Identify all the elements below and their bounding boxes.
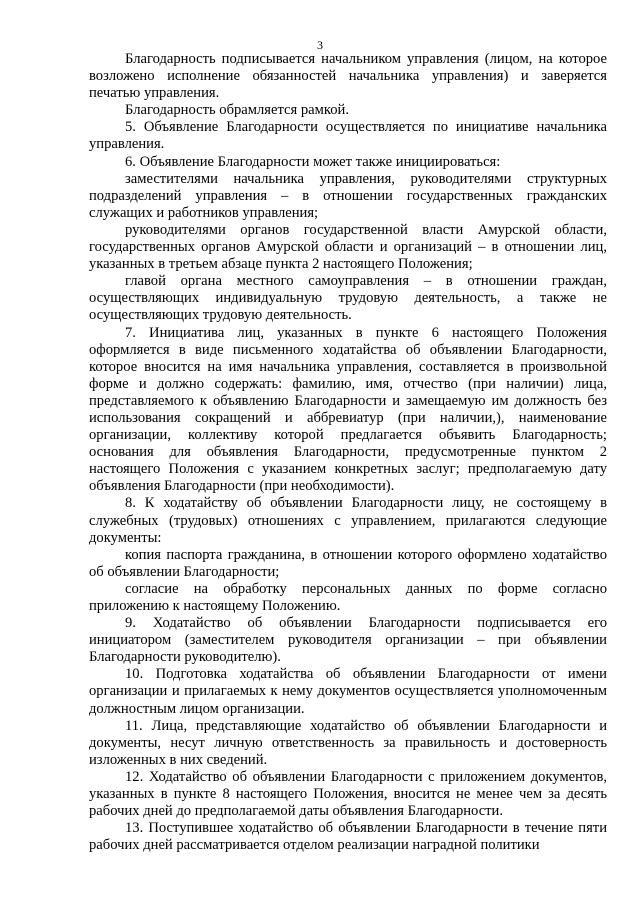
paragraph: 13. Поступившее ходатайство об объявлении Благодарности в течение пяти рабочих дней рассматривается отделом реализации наградной политики <box>89 820 607 854</box>
paragraph: 11. Лица, представляющие ходатайство об объявлении Благодарности и документы, несут личную ответственность за правильность и достоверность изложенных в них сведений. <box>89 717 607 768</box>
paragraph: 6. Объявление Благодарности может также инициироваться: <box>125 153 501 170</box>
paragraph: 7. Инициатива лиц, указанных в пункте 6 настоящего Положения оформляется в виде письменного ходатайства об объявлении Благодарности, которое вносится на имя начальника управления, составляется в произвольной форме и должно содержать: фамилию, имя, отчество (при наличии) лица, представляемого к объявлению Благодарности и замещаемую им должность без использования сокращений и аббревиатур (при наличии,), наименование организации, коллективу которой предлагается объявить Благодарность; основания для объявления Благодарности, предусмотренные пунктом 2 настоящего Положения с указанием конкретных заслуг; предполагаемую дату объявления Благодарности (при необходимости). <box>89 324 607 495</box>
paragraph: 5. Объявление Благодарности осуществляется по инициативе начальника управления. <box>89 119 607 153</box>
paragraph: 10. Подготовка ходатайства об объявлении Благодарности от имени организации и прилагаемых к нему документов осуществляется уполномоченным должностным лицом организации. <box>89 666 607 717</box>
paragraph: заместителями начальника управления, руководителями структурных подразделений управления – в отношении государственных гражданских служащих и работников управления; <box>89 170 607 221</box>
paragraph: 8. К ходатайству об объявлении Благодарности лицу, не состоящему в служебных (трудовых) отношениях с управлением, прилагаются следующие документы: <box>89 495 607 546</box>
paragraph: согласие на обработку персональных данных по форме согласно приложению к настоящему Положению. <box>89 580 607 614</box>
paragraph: 12. Ходатайство об объявлении Благодарности с приложением документов, указанных в пункте 8 настоящего Положения, вносится не менее чем за десять рабочих дней до предполагаемой даты объявления Благодарности. <box>89 768 607 820</box>
paragraph: руководителями органов государственной власти Амурской области, государственных органов Амурской области и организаций – в отношении лиц, указанных в третьем абзаце пункта 2 настоящего Положения; <box>89 221 607 273</box>
paragraph: 9. Ходатайство об объявлении Благодарности подписывается его инициатором (заместителем руководителя организации – при объявлении Благодарности руководителю). <box>89 615 607 666</box>
paragraph: главой органа местного самоуправления – в отношении граждан, осуществляющих индивидуальную трудовую деятельность, а также не осуществляющих трудовую деятельность. <box>89 273 607 324</box>
page-number: 3 <box>317 38 323 52</box>
document-body <box>89 51 607 854</box>
paragraph: копия паспорта гражданина, в отношении которого оформлено ходатайство об объявлении Благодарности; <box>89 546 607 580</box>
paragraph: Благодарность подписывается начальником управления (лицом, на которое возложено исполнение обязанностей начальника управления) и заверяется печатью управления. <box>89 51 607 102</box>
paragraph: Благодарность обрамляется рамкой. <box>125 102 349 119</box>
